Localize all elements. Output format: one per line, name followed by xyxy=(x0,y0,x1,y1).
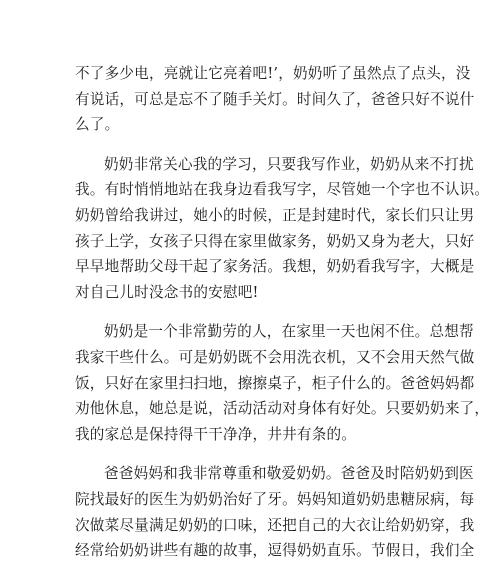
paragraph-line: 我。有时悄悄地站在我身边看我写字，尽管她一个字也不认识。 xyxy=(75,181,490,198)
paragraph-line: 奶奶是一个非常勤劳的人，在家里一天也闲不住。总想帮 xyxy=(104,323,474,340)
paragraph-line: 饭，只好在家里扫扫地，擦擦桌子，柜子什么的。爸爸妈妈都 xyxy=(75,375,475,392)
paragraph-line: 经常给奶奶讲些有趣的故事，逗得奶奶直乐。节假日，我们全 xyxy=(75,542,475,559)
paragraph-line: 奶奶曾给我讲过，她小的时候，正是封建时代，家长们只让男 xyxy=(75,207,475,224)
paragraph-line: 不了多少电，亮就让它亮着吧!’，奶奶听了虽然点了点头，没 xyxy=(75,65,471,82)
paragraph-line: 孩子上学，女孩子只得在家里做家务，奶奶又身为老大，只好 xyxy=(75,233,475,250)
paragraph-line: 爸爸妈妈和我非常尊重和敬爱奶奶。爸爸及时陪奶奶到医 xyxy=(104,465,474,482)
paragraph-line: 奶奶非常关心我的学习，只要我写作业，奶奶从来不打扰 xyxy=(104,156,474,173)
paragraph-line: 我家干些什么。可是奶奶既不会用洗衣机，又不会用天然气做 xyxy=(75,349,475,366)
paragraph-line: 我的家总是保持得干干净净，井井有条的。 xyxy=(75,426,357,443)
paragraph-line: 早早地帮助父母干起了家务活。我想，奶奶看我写字，大概是 xyxy=(75,258,475,275)
paragraph-line: 次做菜尽量满足奶奶的口味，还把自己的大衣让给奶奶穿，我 xyxy=(75,517,475,534)
paragraph-line: 院找最好的医生为奶奶治好了牙。妈妈知道奶奶患糖尿病，每 xyxy=(75,491,475,508)
paragraph-line: 有说话，可总是忘不了随手关灯。时间久了，爸爸只好不说什 xyxy=(75,91,475,108)
paragraph-line: 对自己儿时没念书的安慰吧! xyxy=(75,284,259,301)
paragraph-line: 劝他休息，她总是说，活动活动对身体有好处。只要奶奶来了， xyxy=(75,400,490,417)
paragraph-line: 么了。 xyxy=(75,116,120,133)
